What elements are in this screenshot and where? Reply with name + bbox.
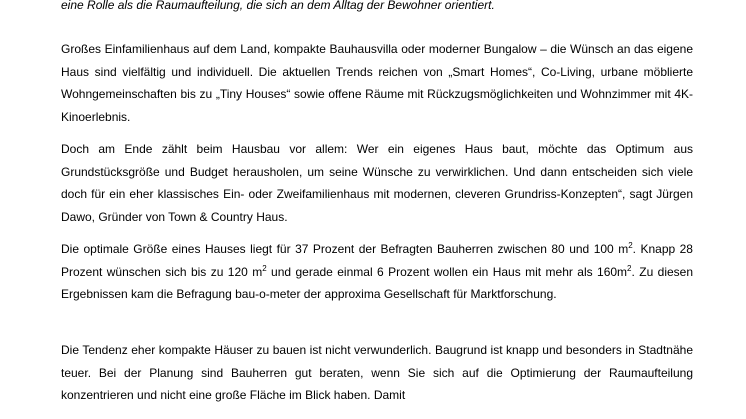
paragraph-tendency: Die Tendenz eher kompakte Häuser zu bauen ist nicht verwunderlich. Baugrund ist knapp und besonders in Stadtnähe teuer. Bei der Planung sind Bauherren gut beraten, wenn Sie sich auf die Optimierung der Raumaufteilung konzentrieren und nicht eine große Fläche im Blick haben. Damit	[61, 343, 693, 402]
intro-italic-line: eine Rolle als die Raumaufteilung, die sich an dem Alltag der Bewohner orientiert.	[61, 0, 495, 12]
text-segment: . Zu diesen Ergebnissen kam die Befragung bau-o-meter der approxima Gesellschaft für Marktforschung.	[61, 264, 694, 301]
superscript: 2	[262, 263, 267, 273]
text-segment: . Knapp 28 Prozent wünschen sich bis zu 120 m	[61, 242, 693, 279]
text-segment: Die optimale Größe eines Hauses liegt für 37 Prozent der Befragten Bauherren zwischen 80 und 100 m	[61, 242, 629, 256]
paragraph-trends: Großes Einfamilienhaus auf dem Land, kompakte Bauhausvilla oder moderner Bungalow – die Wünsch an das eigene Haus sind vielfältig und individuell. Die aktuellen Trends reichen von „Smart Homes“, Co-Living, urbane möblierte Wohngemeinschaften bis zu „Tiny Houses“ sowie offene Räume mit Rückzugsmöglichkeiten und Wohnzimmer mit 4K-Kinoerlebnis.	[61, 42, 693, 124]
text-segment: und gerade einmal 6 Prozent wollen ein Haus mit mehr als 160m	[266, 264, 628, 279]
paragraph-house-size	[61, 238, 693, 306]
superscript: 2	[628, 241, 633, 250]
paragraph-quote: Doch am Ende zählt beim Hausbau vor allem: Wer ein eigenes Haus baut, möchte das Optimum aus Grundstücksgröße und Budget herausholen, um seine Wünsche zu verwirklichen. Und dann entscheiden sich viele doch für ein eher klassisches Ein- oder Zweifamilienhaus mit modernen, cleveren Grundriss-Konzepten“, sagt Jürgen Dawo, Gründer von Town & Country Haus.	[61, 142, 693, 224]
superscript: 2	[627, 263, 632, 273]
